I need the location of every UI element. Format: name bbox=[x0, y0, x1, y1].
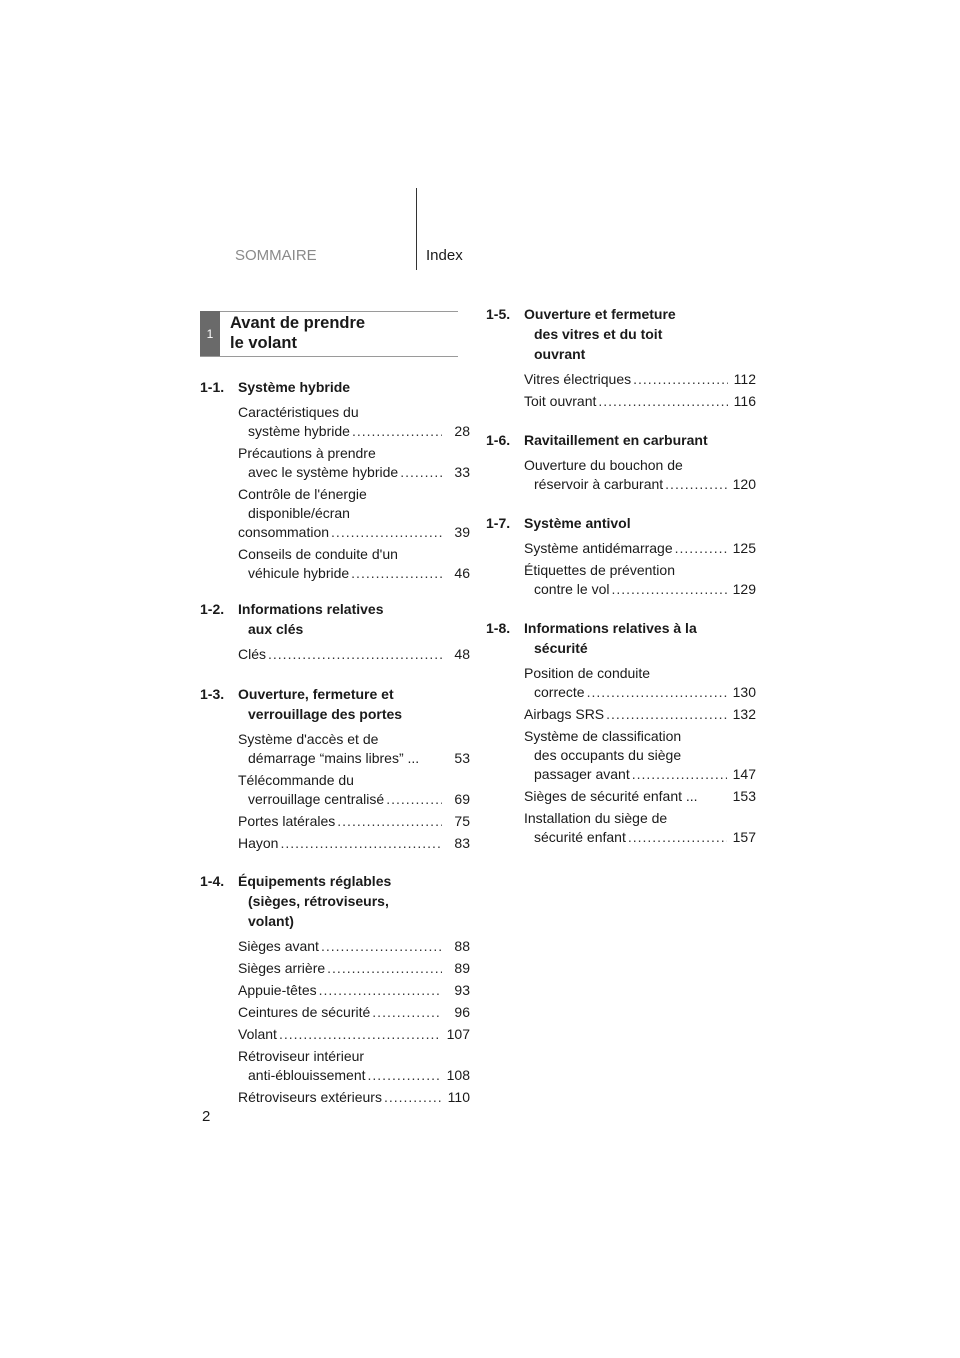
leader-dots bbox=[628, 828, 727, 847]
nav-sommaire-link[interactable]: SOMMAIRE bbox=[235, 247, 317, 264]
section-title-line: Équipements réglables bbox=[238, 873, 392, 889]
entry-text: contre le vol bbox=[534, 581, 610, 597]
entry-text-line: Rétroviseur intérieur bbox=[238, 1048, 365, 1064]
entry-last-line bbox=[238, 959, 470, 978]
section-title-line: aux clés bbox=[248, 621, 304, 637]
section-entries bbox=[200, 645, 470, 664]
toc-entry[interactable] bbox=[486, 727, 756, 784]
entry-text: passager avant bbox=[534, 766, 630, 782]
leader-dots bbox=[587, 683, 727, 702]
entry-text-line: Système d'accès et de bbox=[238, 731, 379, 747]
entry-page-number: 28 bbox=[454, 423, 470, 439]
entry-text: Airbags SRS bbox=[524, 706, 605, 722]
section-title-text bbox=[238, 871, 470, 931]
entry-text-line: Contrôle de l'énergie bbox=[238, 486, 367, 502]
nav-index-link[interactable]: Index bbox=[426, 247, 463, 264]
leader-dots bbox=[279, 1025, 441, 1044]
entry-last-line bbox=[238, 790, 470, 809]
leader-dots bbox=[368, 1066, 441, 1085]
leader-dots bbox=[337, 812, 442, 831]
toc-entry[interactable] bbox=[200, 1003, 470, 1022]
entry-last-line bbox=[238, 1003, 470, 1022]
entry-last-line bbox=[524, 370, 756, 389]
entry-last-line bbox=[238, 523, 470, 542]
section-title-line: des vitres et du toit bbox=[534, 326, 663, 342]
entry-last-line bbox=[524, 539, 756, 558]
toc-section bbox=[486, 430, 756, 494]
entry-last-line bbox=[238, 749, 470, 768]
entry-text: réservoir à carburant bbox=[534, 476, 664, 492]
section-number: 1-6. bbox=[486, 432, 511, 448]
entry-last-line bbox=[238, 422, 470, 441]
leader-dots bbox=[351, 564, 442, 583]
entry-page-number: 132 bbox=[732, 706, 756, 722]
entry-page-number: 39 bbox=[454, 524, 470, 540]
toc-entry[interactable] bbox=[486, 539, 756, 558]
leader-dots bbox=[598, 392, 727, 411]
entry-text: verrouillage centralisé bbox=[248, 791, 385, 807]
entry-page-number: 153 bbox=[732, 788, 756, 804]
section-title-line: volant) bbox=[248, 913, 294, 929]
toc-entry[interactable] bbox=[200, 645, 470, 664]
leader-dots bbox=[319, 981, 442, 1000]
entry-text: Ceintures de sécurité bbox=[238, 1004, 371, 1020]
section-title-line: sécurité bbox=[534, 640, 588, 656]
entry-page-number: 33 bbox=[454, 464, 470, 480]
entry-text: démarrage “mains libres” ... bbox=[248, 750, 420, 766]
chapter-bottom-rule bbox=[200, 356, 458, 357]
entry-text-line: Installation du siège de bbox=[524, 810, 668, 826]
entry-text-line: Précautions à prendre bbox=[238, 445, 376, 461]
section-entries bbox=[486, 539, 756, 599]
entry-last-line bbox=[238, 1025, 470, 1044]
section-entries bbox=[200, 730, 470, 853]
section-title[interactable] bbox=[486, 513, 756, 533]
entry-page-number: 110 bbox=[447, 1089, 470, 1105]
entry-page-number: 157 bbox=[732, 829, 756, 845]
toc-entry[interactable] bbox=[200, 545, 470, 583]
entry-text: Portes latérales bbox=[238, 813, 336, 829]
section-entries bbox=[486, 456, 756, 494]
toc-entry[interactable] bbox=[200, 730, 470, 768]
chapter-title: Avant de prendre le volant bbox=[230, 314, 366, 352]
entry-page-number: 75 bbox=[454, 813, 470, 829]
section-title-line: ouvrant bbox=[534, 346, 586, 362]
toc-entry[interactable] bbox=[486, 809, 756, 847]
section-title-line: Ouverture et fermeture bbox=[524, 306, 676, 322]
entry-text-line: Télécommande du bbox=[238, 772, 354, 788]
leader-dots bbox=[386, 790, 442, 809]
section-number: 1-3. bbox=[200, 686, 225, 702]
entry-page-number: 129 bbox=[732, 581, 756, 597]
entry-page-number: 69 bbox=[454, 791, 470, 807]
toc-section bbox=[200, 599, 470, 664]
entry-text-line: Conseils de conduite d'un bbox=[238, 546, 398, 562]
section-title-text bbox=[238, 684, 470, 724]
section-title[interactable] bbox=[486, 618, 756, 658]
section-title-line: Informations relatives bbox=[238, 601, 384, 617]
entry-text-line: des occupants du siège bbox=[534, 747, 682, 763]
entry-text: Sièges arrière bbox=[238, 960, 326, 976]
chapter-header bbox=[200, 311, 458, 357]
entry-text: Système antidémarrage bbox=[524, 540, 673, 556]
entry-last-line bbox=[238, 463, 470, 482]
entry-last-line bbox=[524, 475, 756, 494]
entry-page-number: 83 bbox=[454, 835, 470, 851]
entry-page-number: 96 bbox=[454, 1004, 470, 1020]
toc-section bbox=[486, 513, 756, 599]
section-title[interactable] bbox=[200, 684, 470, 724]
toc-section bbox=[200, 871, 470, 1107]
entry-last-line bbox=[238, 981, 470, 1000]
entry-text: Volant bbox=[238, 1026, 277, 1042]
entry-page-number: 130 bbox=[732, 684, 756, 700]
section-title-text bbox=[524, 304, 756, 364]
leader-dots bbox=[611, 580, 726, 599]
entry-last-line bbox=[524, 580, 756, 599]
entry-last-line bbox=[238, 1088, 470, 1107]
entry-last-line bbox=[524, 392, 756, 411]
entry-last-line bbox=[524, 787, 756, 806]
leader-dots bbox=[268, 645, 442, 664]
chapter-top-rule bbox=[220, 311, 458, 312]
entry-page-number: 46 bbox=[454, 565, 470, 581]
toc-entry[interactable] bbox=[200, 812, 470, 831]
entry-text: Clés bbox=[238, 646, 267, 662]
toc-entry[interactable] bbox=[200, 1088, 470, 1107]
section-title-line: (sièges, rétroviseurs, bbox=[248, 893, 389, 909]
entry-text-line: disponible/écran bbox=[248, 505, 350, 521]
leader-dots bbox=[321, 937, 442, 956]
section-title[interactable] bbox=[200, 377, 470, 397]
toc-section bbox=[486, 304, 756, 411]
toc-entry[interactable] bbox=[200, 981, 470, 1000]
toc-entry[interactable] bbox=[200, 771, 470, 809]
section-number: 1-5. bbox=[486, 306, 511, 322]
toc-entry[interactable] bbox=[486, 705, 756, 724]
leader-dots bbox=[665, 475, 726, 494]
entry-page-number: 48 bbox=[454, 646, 470, 662]
entry-last-line bbox=[524, 705, 756, 724]
entry-text: consommation bbox=[238, 524, 330, 540]
section-title[interactable] bbox=[486, 304, 756, 364]
leader-dots bbox=[331, 523, 442, 542]
chapter-number-tab: 1 bbox=[200, 311, 220, 357]
toc-section bbox=[200, 377, 470, 583]
leader-dots bbox=[372, 1003, 442, 1022]
toc-entry[interactable] bbox=[486, 561, 756, 599]
toc-entry[interactable] bbox=[486, 392, 756, 411]
section-entries bbox=[486, 664, 756, 847]
section-title-text: Système hybride bbox=[238, 379, 351, 395]
section-title-line: verrouillage des portes bbox=[248, 706, 403, 722]
entry-text: sécurité enfant bbox=[534, 829, 626, 845]
section-number: 1-4. bbox=[200, 873, 225, 889]
toc-entry[interactable] bbox=[486, 370, 756, 389]
toc-section bbox=[486, 618, 756, 847]
entry-page-number: 125 bbox=[732, 540, 756, 556]
leader-dots bbox=[327, 959, 442, 978]
entry-last-line bbox=[524, 765, 756, 784]
section-title[interactable] bbox=[486, 430, 756, 450]
entry-page-number: 108 bbox=[446, 1067, 470, 1083]
leader-dots bbox=[352, 422, 442, 441]
entry-page-number: 120 bbox=[732, 476, 756, 492]
toc-entry[interactable] bbox=[200, 485, 470, 542]
section-entries bbox=[200, 403, 470, 583]
leader-dots bbox=[384, 1088, 442, 1107]
leader-dots bbox=[606, 705, 726, 724]
section-number: 1-1. bbox=[200, 379, 225, 395]
section-number: 1-2. bbox=[200, 601, 225, 617]
leader-dots bbox=[633, 370, 728, 389]
entry-text: système hybride bbox=[248, 423, 350, 439]
section-title-line: Ouverture, fermeture et bbox=[238, 686, 394, 702]
entry-text: Rétroviseurs extérieurs bbox=[238, 1089, 382, 1105]
entry-text: avec le système hybride bbox=[248, 464, 399, 480]
section-title-text: Système antivol bbox=[524, 515, 631, 531]
entry-page-number: 88 bbox=[454, 938, 470, 954]
section-number: 1-7. bbox=[486, 515, 511, 531]
leader-dots bbox=[632, 765, 727, 784]
toc-section bbox=[200, 684, 470, 853]
toc-entry[interactable] bbox=[200, 1047, 470, 1085]
section-entries bbox=[486, 370, 756, 411]
nav-divider bbox=[416, 188, 417, 270]
toc-entry[interactable] bbox=[486, 787, 756, 806]
section-title[interactable] bbox=[200, 599, 470, 639]
entry-page-number: 112 bbox=[733, 371, 756, 387]
toc-entry[interactable] bbox=[200, 1025, 470, 1044]
toc-entry[interactable] bbox=[200, 834, 470, 853]
section-number: 1-8. bbox=[486, 620, 511, 636]
entry-last-line bbox=[238, 812, 470, 831]
entry-page-number: 93 bbox=[454, 982, 470, 998]
leader-dots bbox=[675, 539, 727, 558]
section-entries bbox=[200, 937, 470, 1107]
section-title-text bbox=[524, 618, 756, 658]
leader-dots bbox=[400, 463, 442, 482]
entry-text: véhicule hybride bbox=[248, 565, 350, 581]
toc-entry[interactable] bbox=[200, 403, 470, 441]
toc-entry[interactable] bbox=[486, 456, 756, 494]
entry-last-line bbox=[238, 1066, 470, 1085]
entry-text-line: Système de classification bbox=[524, 728, 682, 744]
toc-entry[interactable] bbox=[200, 959, 470, 978]
toc-entry[interactable] bbox=[486, 664, 756, 702]
entry-page-number: 89 bbox=[454, 960, 470, 976]
entry-text: Sièges avant bbox=[238, 938, 319, 954]
entry-page-number: 147 bbox=[732, 766, 756, 782]
entry-text: Vitres électriques bbox=[524, 371, 632, 387]
entry-page-number: 107 bbox=[446, 1026, 470, 1042]
entry-page-number: 116 bbox=[733, 393, 756, 409]
entry-last-line bbox=[238, 645, 470, 664]
section-title-line: Informations relatives à la bbox=[524, 620, 697, 636]
entry-text: Hayon bbox=[238, 835, 279, 851]
toc-entry[interactable] bbox=[200, 444, 470, 482]
page-number: 2 bbox=[202, 1108, 211, 1125]
entry-last-line bbox=[524, 683, 756, 702]
section-title[interactable] bbox=[200, 871, 470, 931]
entry-text: Sièges de sécurité enfant ... bbox=[524, 788, 698, 804]
section-title-text: Ravitaillement en carburant bbox=[524, 432, 708, 448]
entry-text-line: Position de conduite bbox=[524, 665, 651, 681]
entry-text: correcte bbox=[534, 684, 585, 700]
entry-text-line: Caractéristiques du bbox=[238, 404, 359, 420]
entry-text: anti-éblouissement bbox=[248, 1067, 366, 1083]
entry-text: Toit ouvrant bbox=[524, 393, 597, 409]
entry-text-line: Étiquettes de prévention bbox=[524, 562, 675, 578]
entry-last-line bbox=[238, 834, 470, 853]
entry-text-line: Ouverture du bouchon de bbox=[524, 457, 683, 473]
entry-last-line bbox=[238, 937, 470, 956]
entry-text: Appuie-têtes bbox=[238, 982, 317, 998]
entry-page-number: 53 bbox=[454, 750, 470, 766]
toc-entry[interactable] bbox=[200, 937, 470, 956]
leader-dots bbox=[280, 834, 442, 853]
section-title-text bbox=[238, 599, 470, 639]
entry-last-line bbox=[524, 828, 756, 847]
entry-last-line bbox=[238, 564, 470, 583]
